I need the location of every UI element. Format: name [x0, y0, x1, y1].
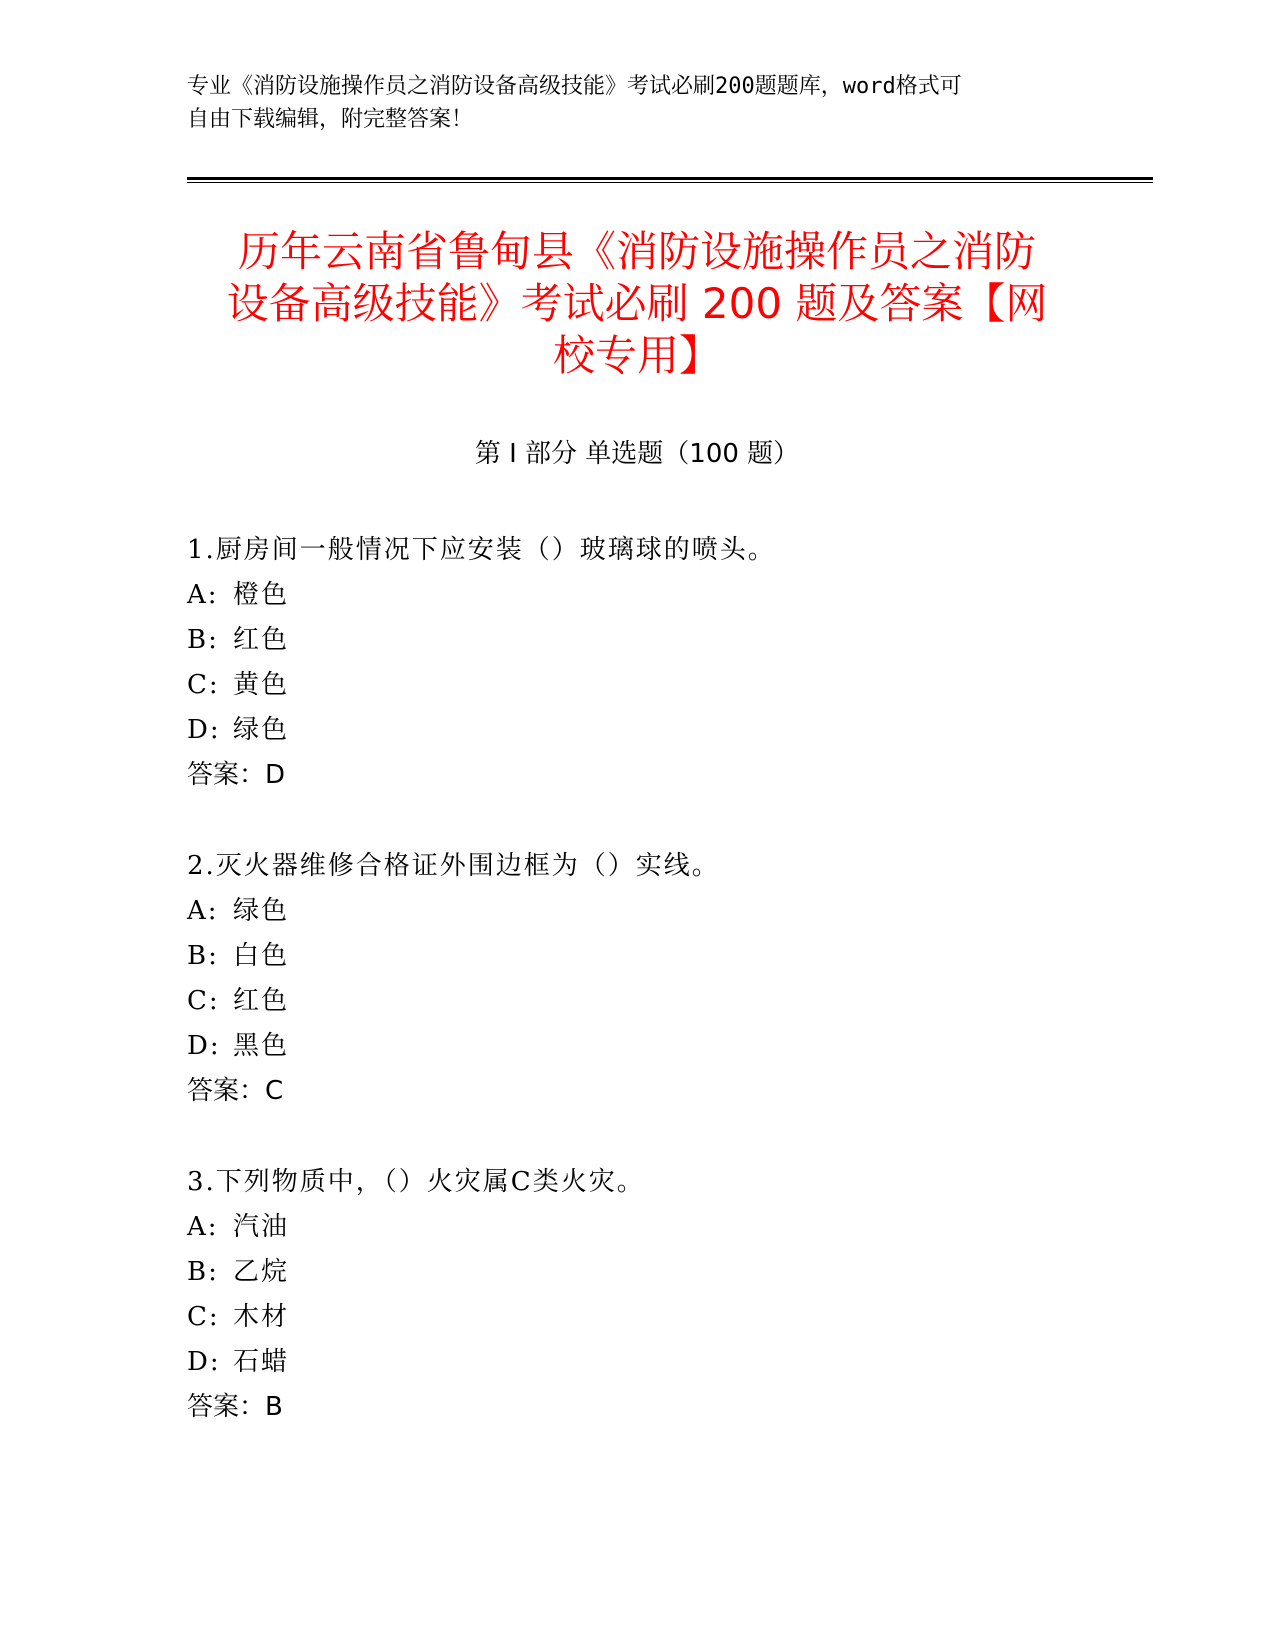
- header-divider-thick: [187, 177, 1153, 180]
- option-letter: B:: [187, 941, 219, 971]
- option-letter: B:: [187, 625, 219, 655]
- option-d: [187, 1340, 1087, 1385]
- option-letter: A:: [187, 580, 219, 610]
- option-c: [187, 1295, 1087, 1340]
- question-1: [187, 528, 1087, 798]
- document-title-line-1: 历年云南省鲁甸县《消防设施操作员之消防: [237, 227, 1036, 276]
- question-list: [187, 528, 1087, 1476]
- option-text: 红色: [233, 986, 290, 1016]
- question-stem: 2.灭火器维修合格证外围边框为（）实线。: [187, 851, 720, 881]
- option-a: [187, 889, 1087, 934]
- option-text: 绿色: [233, 896, 290, 926]
- section-title: 第 I 部分 单选题（100 题）: [474, 439, 800, 469]
- option-c: [187, 663, 1087, 708]
- document-title-line-3: 校专用】: [552, 331, 721, 380]
- option-letter: A:: [187, 1212, 219, 1242]
- option-text: 木材: [233, 1302, 290, 1332]
- option-text: 石蜡: [233, 1347, 290, 1377]
- option-letter: B:: [187, 1257, 219, 1287]
- option-letter: A:: [187, 896, 219, 926]
- option-a: [187, 1205, 1087, 1250]
- option-text: 红色: [233, 625, 290, 655]
- option-letter: D:: [187, 715, 221, 745]
- option-text: 白色: [233, 941, 290, 971]
- option-text: 黑色: [233, 1031, 290, 1061]
- answer: 答案：D: [187, 760, 286, 790]
- option-letter: D:: [187, 1031, 221, 1061]
- option-d: [187, 708, 1087, 753]
- answer: 答案：B: [187, 1392, 283, 1422]
- question-stem: 3.下列物质中，（）火灾属C类火灾。: [187, 1167, 645, 1197]
- option-text: 绿色: [233, 715, 290, 745]
- option-text: 汽油: [233, 1212, 290, 1242]
- question-2: [187, 844, 1087, 1114]
- option-letter: C:: [187, 670, 220, 700]
- header-divider-thin: [187, 182, 1153, 183]
- option-text: 黄色: [233, 670, 290, 700]
- option-b: [187, 1250, 1087, 1295]
- answer: 答案：C: [187, 1076, 284, 1106]
- option-letter: D:: [187, 1347, 221, 1377]
- option-a: [187, 573, 1087, 618]
- option-letter: C:: [187, 1302, 220, 1332]
- header-note-line-2: 自由下载编辑，附完整答案！: [187, 107, 474, 132]
- document-title-line-2: 设备高级技能》考试必刷 200 题及答案【网: [226, 279, 1048, 328]
- option-text: 乙烷: [233, 1257, 290, 1287]
- question-stem: 1.厨房间一般情况下应安装（）玻璃球的喷头。: [187, 535, 776, 565]
- option-c: [187, 979, 1087, 1024]
- question-3: [187, 1160, 1087, 1430]
- option-d: [187, 1024, 1087, 1069]
- option-text: 橙色: [233, 580, 290, 610]
- header-note: [187, 70, 1087, 136]
- header-note-line-1: 专业《消防设施操作员之消防设备高级技能》考试必刷200题题库，word格式可: [187, 74, 962, 99]
- document-title: [187, 226, 1087, 382]
- option-b: [187, 934, 1087, 979]
- option-letter: C:: [187, 986, 220, 1016]
- option-b: [187, 618, 1087, 663]
